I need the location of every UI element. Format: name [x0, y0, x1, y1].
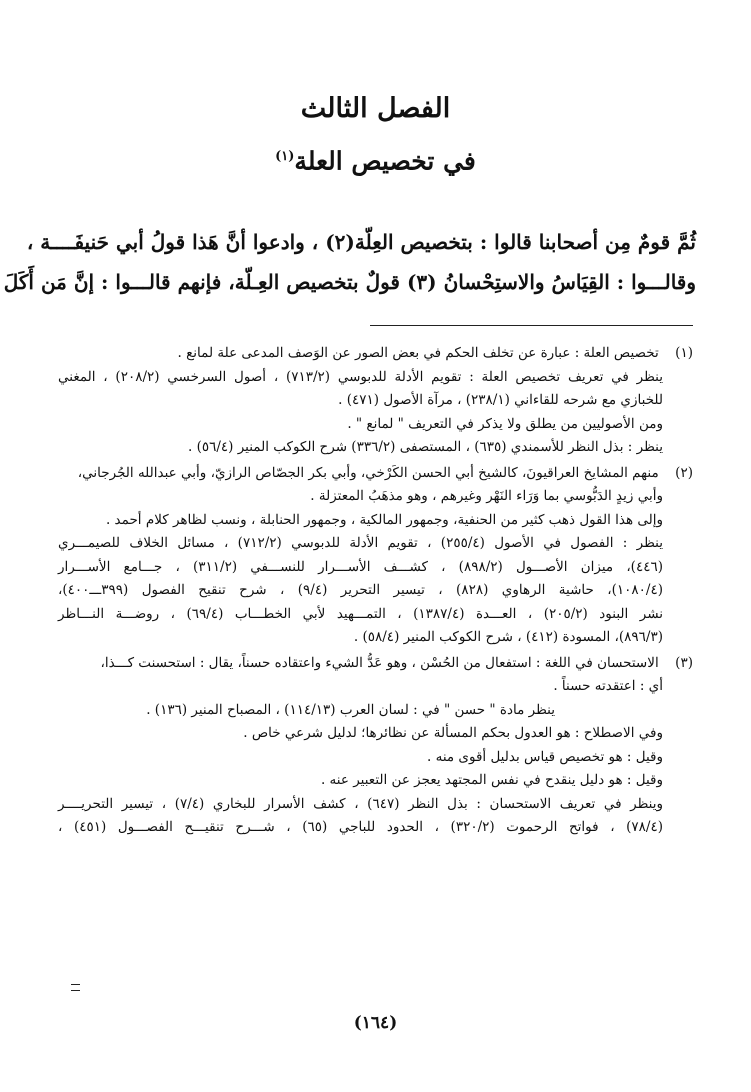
footnote-number: (٢): [675, 464, 693, 481]
footnote-line: [58, 342, 693, 366]
footnote-text: تخصيص العلة : عبارة عن تخلف الحكم في بعض الصور عن الوَصف المدعى علة لمانع .: [177, 345, 659, 361]
footnote-line: نشر البنود (٢٠٥/٢) ، العـــدة (١٣٨٧/٤) ، التمـــهيد لأبي الخطـــاب (٦٩/٤) ، روضـــة النـــاظر: [58, 605, 663, 622]
footnotes: [58, 342, 693, 840]
footnote-line: (٤٤٦)، ميزان الأصـــول (٨٩٨/٢) ، كشـــف الأســـرار للنســـفي (٣١١/٢) ، جـــامع الأســـرار: [58, 558, 663, 575]
footnote-line: ينظر في تعريف تخصيص العلة : تقويم الأدلة للدبوسي (٧١٣/٢) ، أصول السرخسي (٢٠٨/٢) ، المغني: [58, 368, 663, 385]
footnote-line: وفي الاصطلاح : هو العدول بحكم المسألة عن نظائرها؛ لدليل شرعي خاص .: [243, 725, 663, 741]
chapter-title: الفصل الثالث: [300, 93, 451, 124]
footnote-line: وأبي زيدٍ الدَبُّوسي بما وَرَاء النَهْر وغيرهم ، وهو مذهَبُ المعتزلة .: [310, 488, 663, 504]
footnote-line: [58, 652, 693, 676]
footnote-text: الاستحسان في اللغة : استفعال من الحُسْن ، وهو عَدُّ الشيء واعتقاده حسناً، يقال : استحسنت كـــذا،: [100, 654, 659, 671]
footnote-line: وقيل : هو دليل ينقدح في نفس المجتهد يعجز عن التعبير عنه .: [320, 772, 663, 788]
continuation-mark: [71, 984, 80, 991]
footnote-number: (١): [675, 345, 693, 361]
footnote-line: (٧٨/٤) ، فواتح الرحموت (٣٢٠/٢) ، الحدود للباجي (٦٥) ، شـــرح تنقيـــح الفصـــول (٤٥١) ،: [58, 819, 663, 835]
footnote-line: أي : اعتقدته حسناً .: [553, 678, 663, 694]
footnote-marker: (١): [275, 149, 295, 164]
footnote-line: (٨٩٦/٣)، المسودة (٤١٢) ، شرح الكوكب المنير (٥٨/٤) .: [353, 629, 663, 645]
footnote-line: وإلى هذا القول ذهب كثير من الحنفية، وجمهور المالكية ، وجمهور الحنابلة ، ونسب لظاهر كلام أحمد .: [105, 511, 663, 528]
footnote-line: ينظر مادة " حسن " في : لسان العرب (١١٤/١٣) ، المصباح المنير (١٣٦) .: [146, 701, 555, 718]
page-number: (١٦٤): [353, 1013, 398, 1033]
footnote-line: للخبازي مع شرحه للقاءاني (٢٣٨/١) ، مرآة الأصول (٤٧١) .: [338, 392, 663, 408]
footnote-line: ومن الأصوليين من يطلق ولا يذكر في التعريف " لمانع " .: [347, 415, 663, 432]
chapter-subtitle-text: في تخصيص العلة: [294, 146, 476, 176]
footnote-line: (١٠٨٠/٤)، حاشية الرهاوي (٨٢٨) ، تيسير التحرير (٩/٤) ، شرح تنقيح الفصول (٣٩٩ـــ٤٠٠)،: [58, 582, 664, 598]
chapter-subtitle: [0, 140, 751, 178]
footnote-line: ينظر : بذل النظر للأسمندي (٦٣٥) ، المستصفى (٣٣٦/٢) شرح الكوكب المنير (٥٦/٤) .: [187, 439, 663, 455]
footnote-line: وينظر في تعريف الاستحسان : بذل النظر (٦٤٧) ، كشف الأسرار للبخاري (٧/٤) ، تيسير التحريــــر: [58, 795, 663, 812]
footnote-line: ينظر : الفصول في الأصول (٢٥٥/٤) ، تقويم الأدلة للدبوسي (٧١٢/٢) ، مسائل الخلاف للصيمـــري: [58, 535, 663, 551]
main-text-line: وقالـــوا : القِيَاسُ والاستِحْسانُ (٣) قولٌ بتخصيص العِـلّة، فإنهم قالـــوا : إنَّ مَن أَكَلَ: [3, 270, 696, 294]
main-text-line: ثُمَّ قومٌ مِن أصحابنا قالوا : بتخصيص العِلّة(٢) ، وادعوا أنَّ هَذا قولُ أبي حَنيفَــــة ،: [26, 230, 696, 254]
footnote-line: وقيل : هو تخصيص قياس بدليل أقوى منه .: [427, 748, 663, 765]
main-text: [3, 222, 696, 302]
footnote-line: [58, 462, 693, 486]
footnote-separator: [370, 325, 693, 326]
footnote-number: (٣): [675, 654, 693, 671]
footnote-text: منهم المشايخ العراقيونَ، كالشيخ أبي الحسن الكَرْخي، وأبي بكر الجصّاص الرازيّ، وأبي عبدالله الجُرجاني،: [77, 464, 659, 481]
